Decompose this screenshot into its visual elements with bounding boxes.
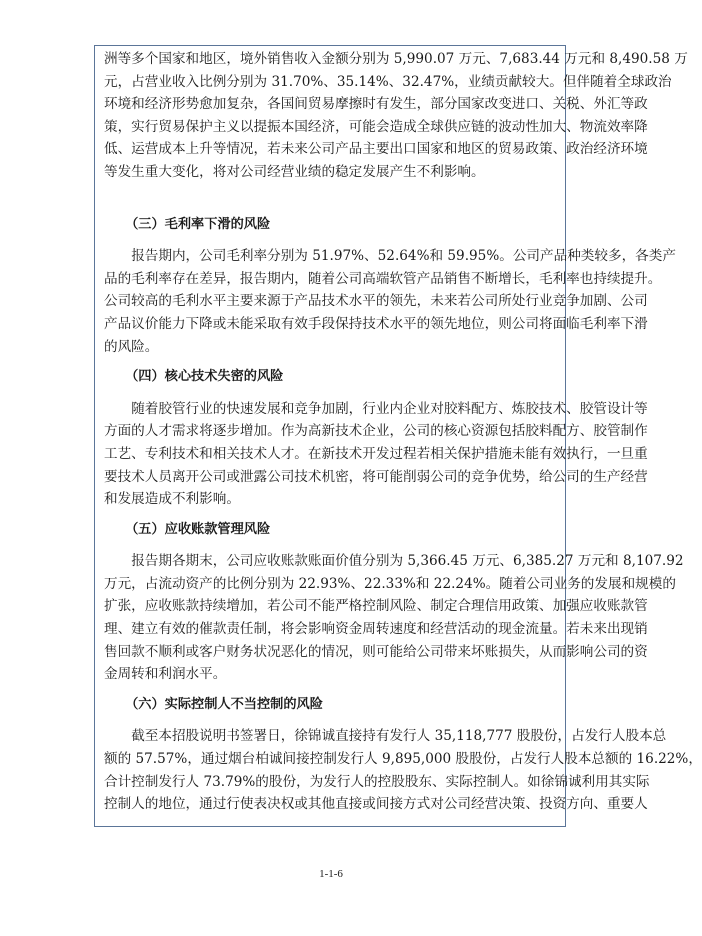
paragraph-line: 产品议价能力下降或未能采取有效手段保持技术水平的领先地位，则公司将面临毛利率下滑: [104, 315, 648, 332]
risk-section: [104, 48, 688, 184]
paragraph-line: 方面的人才需求将逐步增加。作为高新技术企业，公司的核心资源包括胶料配方、胶管制作: [104, 423, 648, 440]
risk-section: [104, 519, 684, 686]
paragraph-line: 控制人的地位，通过行使表决权或其他直接或间接方式对公司经营决策、投资方向、重要人: [104, 796, 648, 813]
paragraph-line: 等发生重大变化，将对公司经营业绩的稳定发展产生不利影响。: [104, 163, 485, 180]
content-frame: [94, 45, 702, 827]
section-heading: （六）实际控制人不当控制的风险: [125, 696, 323, 712]
paragraph-line: 随着胶管行业的快速发展和竞争加剧，行业内企业对胶料配方、炼胶技术、胶管设计等: [131, 400, 648, 417]
paragraph-line: 扩张，应收账款持续增加，若公司不能严格控制风险、制定合理信用政策、加强应收账款管: [104, 598, 648, 615]
risk-section: [104, 214, 676, 359]
paragraph-line: 工艺、专利技术和相关技术人才。在新技术开发过程若相关保护措施未能有效执行，一旦重: [104, 445, 648, 462]
paragraph-line: 金周转和利润水平。: [104, 666, 227, 683]
paragraph-line: 额的 57.57%，通过烟台柏诚间接控制发行人 9,895,000 股股份，占发行人股本总额的 16.22%，: [104, 751, 702, 768]
paragraph-line: 公司较高的毛利水平主要来源于产品技术水平的领先，未来若公司所处行业竞争加剧、公司: [104, 293, 648, 310]
section-heading: （三）毛利率下滑的风险: [125, 216, 271, 232]
paragraph-line: 环境和经济形势愈加复杂，各国间贸易摩擦时有发生，部分国家改变进口、关税、外汇等政: [104, 96, 648, 113]
paragraph-line: 和发展造成不利影响。: [104, 491, 240, 508]
paragraph-line: 策，实行贸易保护主义以提振本国经济，可能会造成全球供应链的波动性加大、物流效率降: [104, 118, 648, 135]
paragraph-line: 洲等多个国家和地区，境外销售收入金额分别为 5,990.07 万元、7,683.44 万元和 8,490.58 万: [104, 51, 688, 67]
paragraph-line: 低、运营成本上升等情况，若未来公司产品主要出口国家和地区的贸易政策、政治经济环境: [104, 141, 648, 158]
paragraph-line: 品的毛利率存在差异，报告期内，随着公司高端软管产品销售不断增长，毛利率也持续提升。: [104, 270, 662, 287]
paragraph-line: 报告期各期末，公司应收账款账面价值分别为 5,366.45 万元、6,385.27 万元和 8,107.92: [131, 553, 684, 570]
paragraph-line: 报告期内，公司毛利率分别为 51.97%、52.64%和 59.95%。公司产品种类较多，各类产: [131, 248, 676, 265]
paragraph-line: 元，占营业收入比例分别为 31.70%、35.14%、32.47%，业绩贡献较大。但伴随着全球政治: [104, 73, 672, 90]
paragraph-line: 万元，占流动资产的比例分别为 22.93%、22.33%和 22.24%。随着公司业务的发展和规模的: [104, 575, 676, 592]
risk-section: [104, 366, 648, 511]
paragraph-line: 理、建立有效的催款责任制，将会影响资金周转速度和经营活动的现金流量。若未来出现销: [104, 621, 648, 638]
paragraph-line: 的风险。: [104, 338, 159, 355]
section-heading: （四）核心技术失密的风险: [125, 369, 284, 385]
paragraph-line: 截至本招股说明书签署日，徐锦诚直接持有发行人 35,118,777 股股份，占发行人股本总: [131, 728, 667, 745]
page-number: 1-1-6: [319, 868, 343, 880]
paragraph-line: 售回款不顺利或客户财务状况恶化的情况，则可能给公司带来坏账损失，从而影响公司的资: [104, 643, 648, 660]
risk-section: [104, 694, 702, 816]
paragraph-line: 要技术人员离开公司或泄露公司技术机密，将可能削弱公司的竞争优势，给公司的生产经营: [104, 468, 648, 485]
section-heading: （五）应收账款管理风险: [125, 521, 271, 537]
paragraph-line: 合计控制发行人 73.79%的股份，为发行人的控股股东、实际控制人。如徐锦诚利用其实际: [104, 773, 650, 790]
